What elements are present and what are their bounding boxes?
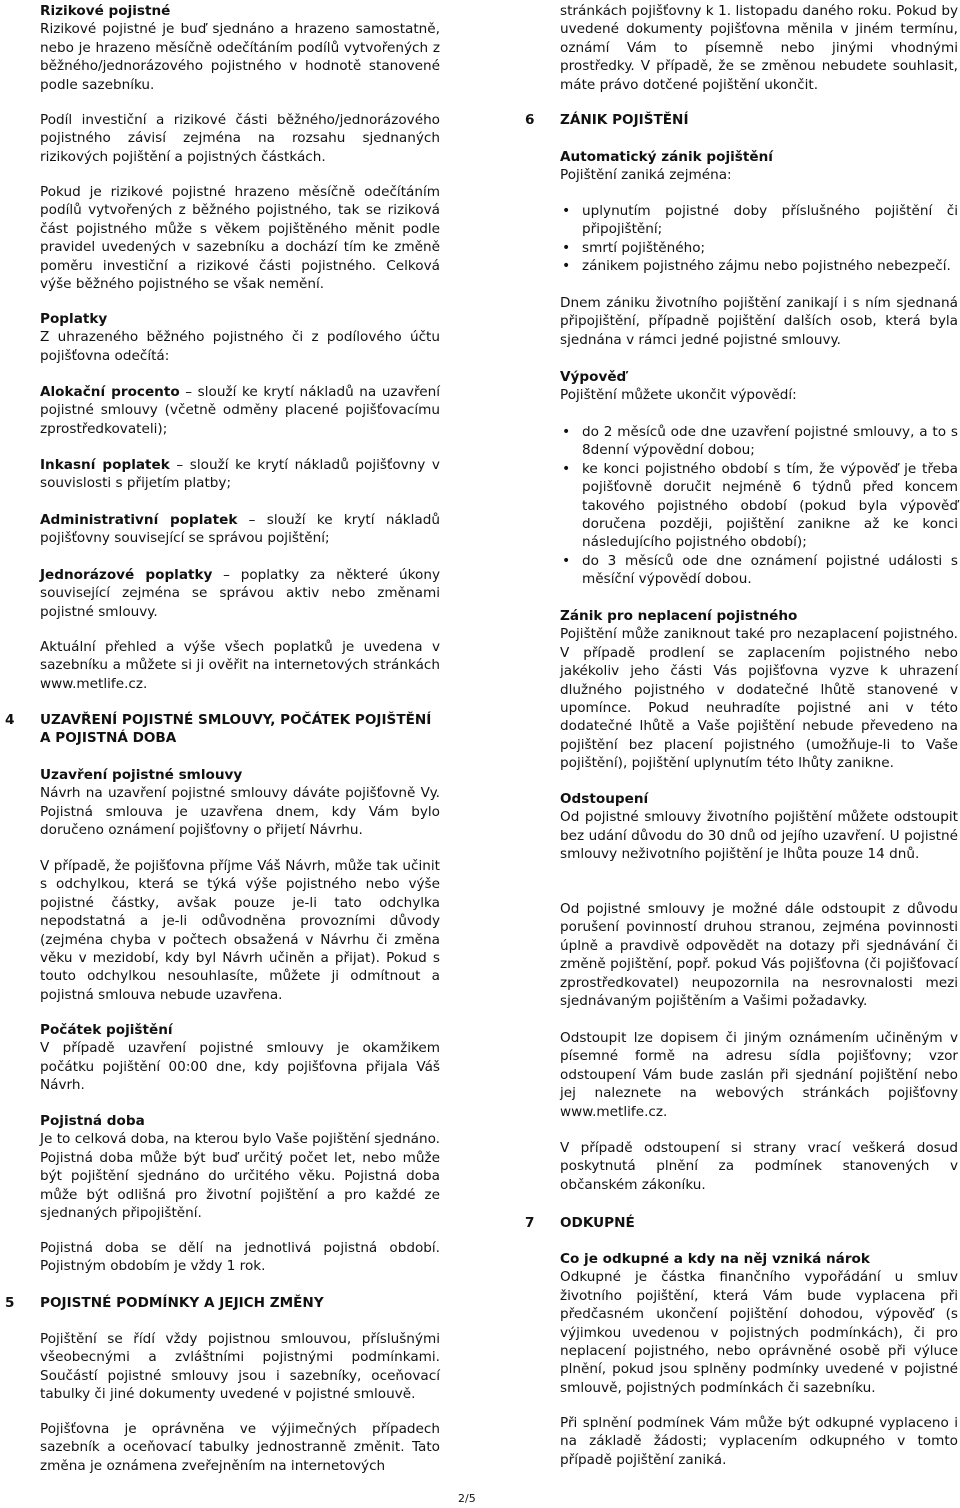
subsection-paragraph: V případě uzavření pojistné smlouvy je okamžikem počátku pojištění 00:00 dne, kdy pojišťovna přijala Váš Návrh. bbox=[40, 1040, 440, 1094]
withdrawal-block bbox=[560, 790, 958, 864]
surrender-request-paragraph: Při splnění podmínek Vám může být odkupné vyplaceno i na základě žádosti; vyplacením odkupného v tomto případě pojištění zaniká. bbox=[560, 1415, 958, 1468]
subsection-title: Počátek pojištění bbox=[40, 1022, 173, 1038]
fee-administrative bbox=[40, 511, 440, 548]
list-item: • zánikem pojistného zájmu nebo pojistného nebezpečí. bbox=[560, 257, 958, 275]
withdrawal-reasons-paragraph: Od pojistné smlouvy je možné dále odstoupit z důvodu porušení povinností druhou stranou, zejména povinnosti úplně a pravdivě odpovědět na dotazy při sjednávání či změně pojištění, popř. pokud Vás pojišťovna (či pojišťovací zprostředkovatel) neupozornila na nesrovnalosti mezi sjednávaným pojištěním a Vašimi požadavky. bbox=[560, 901, 958, 1010]
insurance-start-block bbox=[40, 1021, 440, 1095]
continued-paragraph: stránkách pojišťovny k 1. listopadu daného roku. Pokud by uvedené dokumenty pojišťovna měnila v jiném termínu, oznámí Vám to písemně nebo jinými vhodnými prostředky. V případě, že se změnou nebudete souhlasit, máte právo dotčené pojištění ukončit. bbox=[560, 3, 958, 93]
subsection-paragraph: Návrh na uzavření pojistné smlouvy dáváte pojišťovně Vy. Pojistná smlouva je uzavřena dnem, kdy Vám bylo doručeno oznámení pojišťovny o přijetí Návrhu. bbox=[40, 785, 440, 839]
risk-premium-title: Rizikové pojistné bbox=[40, 3, 171, 19]
withdrawal-method-paragraph: Odstoupit lze dopisem či jiným oznámením učiněným v písemné formě na adresu sídla pojišťovny; vzor odstoupení Vám bude zaslán při sjednání pojištění nebo jej naleznete na webových stránkách pojišťovny www.metlife.cz. bbox=[560, 1030, 958, 1120]
page-number: 2/5 bbox=[458, 1492, 476, 1505]
section-title: ZÁNIK POJIŠTĚNÍ bbox=[560, 112, 689, 128]
subsection-paragraph: Pojištění zaniká zejména: bbox=[560, 167, 732, 184]
non-payment-block bbox=[560, 607, 958, 773]
section-title: POJISTNÉ PODMÍNKY A JEJICH ZMĚNY bbox=[40, 1295, 324, 1311]
changes-paragraph: Pojišťovna je oprávněna ve výjimečných případech sazebník a oceňovací tabulky jednostranně změnit. Tato změna je oznámena zveřejněním na internetových bbox=[40, 1421, 440, 1474]
surrender-value-block bbox=[560, 1250, 958, 1397]
subsection-title: Výpověď bbox=[560, 369, 627, 385]
section-number: 7 bbox=[525, 1215, 535, 1231]
subsection-paragraph: Je to celková doba, na kterou bylo Vaše pojištění sjednáno. Pojistná doba může být buď určitý počet let, nebo může být pojištění sjednáno do určitého věku. Pojistná doba může být odlišná pro životní pojištění a pro každé ze sjednaných připojištění. bbox=[40, 1131, 440, 1222]
notice-block bbox=[560, 368, 958, 405]
fee-term: Alokační procento bbox=[40, 384, 180, 400]
risk-premium-paragraph: Rizikové pojistné je buď sjednáno a hrazeno samostatně, nebo je hrazeno měsíčně odečítáním podílů vytvořených z běžného/jednorázového pojistného v hodnotě stanovené podle sazebníku. bbox=[40, 21, 440, 93]
list-item: • uplynutím pojistné doby příslušného pojištění či připojištění; bbox=[560, 202, 958, 239]
fee-term: Jednorázové poplatky bbox=[40, 567, 213, 583]
insurance-period-block bbox=[40, 1112, 440, 1222]
withdrawal-return-paragraph: V případě odstoupení si strany vrací veškerá dosud poskytnutá plnění za podmínek stanovených v občanském zákoníku. bbox=[560, 1140, 958, 1193]
fee-allocation bbox=[40, 383, 440, 438]
investment-share-paragraph: Podíl investiční a rizikové části běžného/jednorázového pojistného závisí zejména na rozsahu sjednaných rizikových pojištění a pojistných částkách. bbox=[40, 112, 440, 165]
fees-intro: Z uhrazeného běžného pojistného či z podílového účtu pojišťovna odečítá: bbox=[40, 329, 440, 364]
subsection-title: Pojistná doba bbox=[40, 1113, 145, 1129]
subsection-title: Automatický zánik pojištění bbox=[560, 149, 773, 165]
fees-block bbox=[40, 310, 440, 365]
fee-text: – slouží ke krytí nákladů na uzavření pojistné smlouvy (včetně odměny placené pojišťovacímu zprostředkovateli); bbox=[40, 384, 440, 437]
section-4-heading bbox=[5, 711, 440, 748]
fee-text: – slouží ke krytí nákladů pojišťovny v souvislosti s přijetím platby; bbox=[40, 457, 440, 492]
subsection-title: Uzavření pojistné smlouvy bbox=[40, 767, 243, 783]
list-item: • do 2 měsíců ode dne uzavření pojistné smlouvy, a to s 8denní výpovědní dobou; bbox=[560, 423, 958, 460]
fee-collection bbox=[40, 456, 440, 493]
monthly-deduction-paragraph: Pokud je rizikové pojistné hrazeno měsíčně odečítáním podílů vytvořených z běžného pojistného, tak se riziková část pojistného může s věkem pojištěného měnit podle pravidel uvedených v sazebníku a dochází tím ke změně poměru investiční a rizikové části pojistného. Celková výše běžného pojistného se však nemění. bbox=[40, 184, 440, 293]
section-number: 6 bbox=[525, 112, 535, 128]
subsection-title: Co je odkupné a kdy na něj vzniká nárok bbox=[560, 1251, 870, 1267]
section-7-heading bbox=[525, 1214, 958, 1232]
fees-overview-paragraph: Aktuální přehled a výše všech poplatků je uvedena v sazebníku a můžete si ji ověřit na internetových stránkách www.metlife.cz. bbox=[40, 639, 440, 692]
notice-list bbox=[560, 423, 958, 589]
subsection-title: Zánik pro neplacení pojistného bbox=[560, 608, 798, 624]
period-division-paragraph: Pojistná doba se dělí na jednotlivá pojistná období. Pojistným obdobím je vždy 1 rok. bbox=[40, 1240, 440, 1275]
fee-text: – poplatky za některé úkony související zejména se správou aktiv nebo změnami pojistné smlouvy. bbox=[40, 567, 440, 620]
section-number: 5 bbox=[5, 1295, 15, 1311]
subsection-paragraph: Od pojistné smlouvy životního pojištění můžete odstoupit bez udání důvodu do 30 dnů od jejího uzavření. U pojistné smlouvy neživotního pojištění je lhůta pouze 14 dnů. bbox=[560, 809, 958, 863]
automatic-termination-block bbox=[560, 148, 958, 185]
section-title: A POJISTNÁ DOBA bbox=[40, 730, 177, 747]
section-title: UZAVŘENÍ POJISTNÉ SMLOUVY, POČÁTEK POJIŠTĚNÍ bbox=[40, 712, 432, 728]
fees-title: Poplatky bbox=[40, 311, 108, 327]
subsection-paragraph: Pojištění může zaniknout také pro nezaplacení pojistného. V případě prodlení se zaplacením pojistného nebo jakékoliv jeho části Vás pojišťovna vyzve k uhrazení dlužného pojistného v dodatečné lhůtě stanovené v upomínce. Pokud neuhradíte pojistné ani v této dodatečné lhůtě a Vaše pojištění nebude převedeno na pojištění bez placení pojistného (umožňuje-li to Vaše pojištění), pojištění uplynutím této lhůty zanikne. bbox=[560, 626, 958, 772]
section-title: ODKUPNÉ bbox=[560, 1215, 635, 1231]
section-6-heading bbox=[525, 111, 958, 129]
fee-text: – slouží ke krytí nákladů pojišťovny související se správou pojištění; bbox=[40, 512, 440, 547]
risk-premium-block bbox=[40, 2, 440, 94]
deviation-paragraph: V případě, že pojišťovna příjme Váš Návrh, může tak učinit s odchylkou, která se týká výše pojistného nebo výše pojistné částky, avšak pouze je-li tato odchylka nepodstatná a je-li odůvodněna provozními důvody (zejména chyba v počtech obsažená v Návrhu či změna věku v mezidobí, kdy byl Návrh učiněn a přijat). Pokud s touto odchylkou nesouhlasíte, můžete ji odmítnout a pojistná smlouva nebude uzavřena. bbox=[40, 858, 440, 1003]
conditions-paragraph: Pojištění se řídí vždy pojistnou smlouvou, příslušnými všeobecnými a zvláštními pojistnými podmínkami. Součástí pojistné smlouvy jsou i sazebníky, oceňovací tabulky či jiné dokumenty uvedené v pojistné smlouvě. bbox=[40, 1331, 440, 1403]
subsection-title: Odstoupení bbox=[560, 791, 649, 807]
subsection-paragraph: Pojištění můžete ukončit výpovědí: bbox=[560, 387, 797, 404]
contract-conclusion-block bbox=[40, 766, 440, 840]
fee-one-time bbox=[40, 566, 440, 621]
subsection-paragraph: Odkupné je částka finančního vypořádání u smluv životního pojištění, která Vám bude vyplacena při předčasném ukončení pojištění dohodou, výpověď (s výjimkou uvedenou v pojistných podmínkách), či pro neplacení pojistného, nebo oprávněné osobě při výluce plnění, pokud jsou splněny podmínky uvedené v pojistné smlouvě, pojistných podmínkách či sazebníku. bbox=[560, 1269, 958, 1396]
termination-list bbox=[560, 202, 958, 276]
fee-term: Administrativní poplatek bbox=[40, 512, 238, 528]
section-number: 4 bbox=[5, 712, 15, 728]
fee-term: Inkasní poplatek bbox=[40, 457, 170, 473]
list-item: • smrtí pojištěného; bbox=[560, 239, 958, 257]
list-item: • ke konci pojistného období s tím, že výpověď je třeba pojišťovně doručit nejméně 6 týdnů před koncem takového pojistného období (pokud byla výpověď doručena později, pojištění zanikne až ke konci následujícího pojistného období); bbox=[560, 460, 958, 552]
list-item: • do 3 měsíců ode dne oznámení pojistné události s měsíční výpovědí dobou. bbox=[560, 552, 958, 589]
riders-termination-paragraph: Dnem zániku životního pojištění zanikají i s ním sjednaná připojištění, případně pojištění dalších osob, která byla sjednána v rámci jedné pojistné smlouvy. bbox=[560, 295, 958, 348]
section-5-heading bbox=[5, 1294, 440, 1312]
